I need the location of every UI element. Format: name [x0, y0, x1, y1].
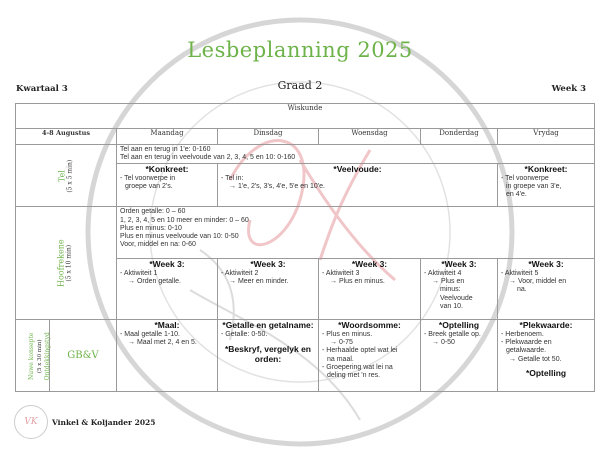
hoofrekene-label: Hoofrekene	[56, 239, 66, 288]
subject-title: Wiskunde	[16, 104, 595, 129]
day-header-maandag: Maandag	[117, 129, 218, 145]
hoofrekene-intro: Orden getalle: 0 – 60 1, 2, 3, 4, 5 en 10 meer en minder: 0 – 60 Plus en minus: 0-10 Plus en minus veelvoude van 10: 0-50 Voor, middel en na: 0-60	[117, 207, 595, 259]
tel-intro: Tel aan en terug in 1'e: 0-160 Tel aan en terug in veelvoude van 2, 3, 4, 5 en 10: 0-160	[117, 145, 595, 164]
hoofrekene-donderdag: *Week 3: - Aktiwiteit 4 → Plus en minus: Veelvoude van 10.	[421, 259, 498, 320]
date-range: 4-8 Augustus	[16, 129, 117, 145]
nuwe-konsepte-duration: (5 x 30 min)	[37, 339, 43, 373]
nuwe-konsepte-maandag: *Maal: - Maal getalle 1-10. → Maal met 2, 4 en 5.	[117, 320, 218, 392]
nuwe-konsepte-sublabel: Ontdekkingstyd	[44, 331, 52, 380]
day-header-row	[16, 129, 595, 145]
hoofrekene-label-cell	[16, 207, 117, 320]
nuwe-konsepte-label-cell	[16, 320, 50, 392]
tel-label-cell	[16, 145, 117, 207]
hoofrekene-dinsdag: *Week 3: - Aktiwiteit 2 → Meer en minder.	[218, 259, 319, 320]
tel-dinsdag-donderdag: *Veelvoude: - Tel in: → 1'e, 2's, 3's, 4'e, 5'e en 10'e.	[218, 164, 498, 207]
nuwe-konsepte-vrydag: *Plekwaarde: - Herbenoem. - Plekwaarde en getalwaarde. → Getalle tot 50. *Optelling	[498, 320, 595, 392]
nuwe-konsepte-donderdag: *Optelling - Breek getalle op. → 0-50	[421, 320, 498, 392]
tel-label: Tel	[56, 169, 66, 182]
page-title: Lesbeplanning 2025	[187, 38, 413, 62]
brand-logo-icon: VK	[14, 405, 48, 439]
day-header-vrydag: Vrydag	[498, 129, 595, 145]
footer	[14, 405, 155, 439]
hoofrekene-woensdag: *Week 3: - Aktiwiteit 3 → Plus en minus.	[319, 259, 421, 320]
footer-credit: Vinkel & Koljander 2025	[52, 417, 156, 427]
subject-row	[16, 104, 595, 129]
nuwe-konsepte-dinsdag: *Getalle en getalname: - Getalle: 0-50. *Beskryf, vergelyk en orden:	[218, 320, 319, 392]
lesson-plan-table	[15, 103, 595, 392]
hoofrekene-intro-row	[16, 207, 595, 259]
hoofrekene-vrydag: *Week 3: - Aktiwiteit 5 → Voor, middel en na.	[498, 259, 595, 320]
day-header-dinsdag: Dinsdag	[218, 129, 319, 145]
hoofrekene-maandag: *Week 3: - Aktiwiteit 1 → Orden getalle.	[117, 259, 218, 320]
tel-vrydag: *Konkreet: - Tel voorwerpe in groepe van 3'e, en 4'e.	[498, 164, 595, 207]
hoofrekene-duration: (5 x 10 min)	[65, 245, 73, 282]
day-header-woensdag: Woensdag	[319, 129, 421, 145]
tel-duration: (5 x 5 min)	[66, 159, 73, 193]
grade-label: Graad 2	[277, 79, 323, 92]
day-header-donderdag: Donderdag	[421, 129, 498, 145]
week-label: Week 3	[551, 84, 586, 94]
nuwe-konsepte-woensdag: *Woordsomme: - Plus en minus. → 0-75 - Herhaalde optel wat lei na maal. - Groepering wat lei na deling met 'n res.	[319, 320, 421, 392]
topic-gbv: GB&V	[50, 320, 117, 392]
tel-intro-row	[16, 145, 595, 164]
term-label: Kwartaal 3	[16, 84, 68, 94]
nuwe-konsepte-label: Nuwe konsepte	[27, 332, 35, 380]
tel-maandag: *Konkreet: - Tel voorwerpe in groepe van 2's.	[117, 164, 218, 207]
nuwe-konsepte-row	[16, 320, 595, 392]
